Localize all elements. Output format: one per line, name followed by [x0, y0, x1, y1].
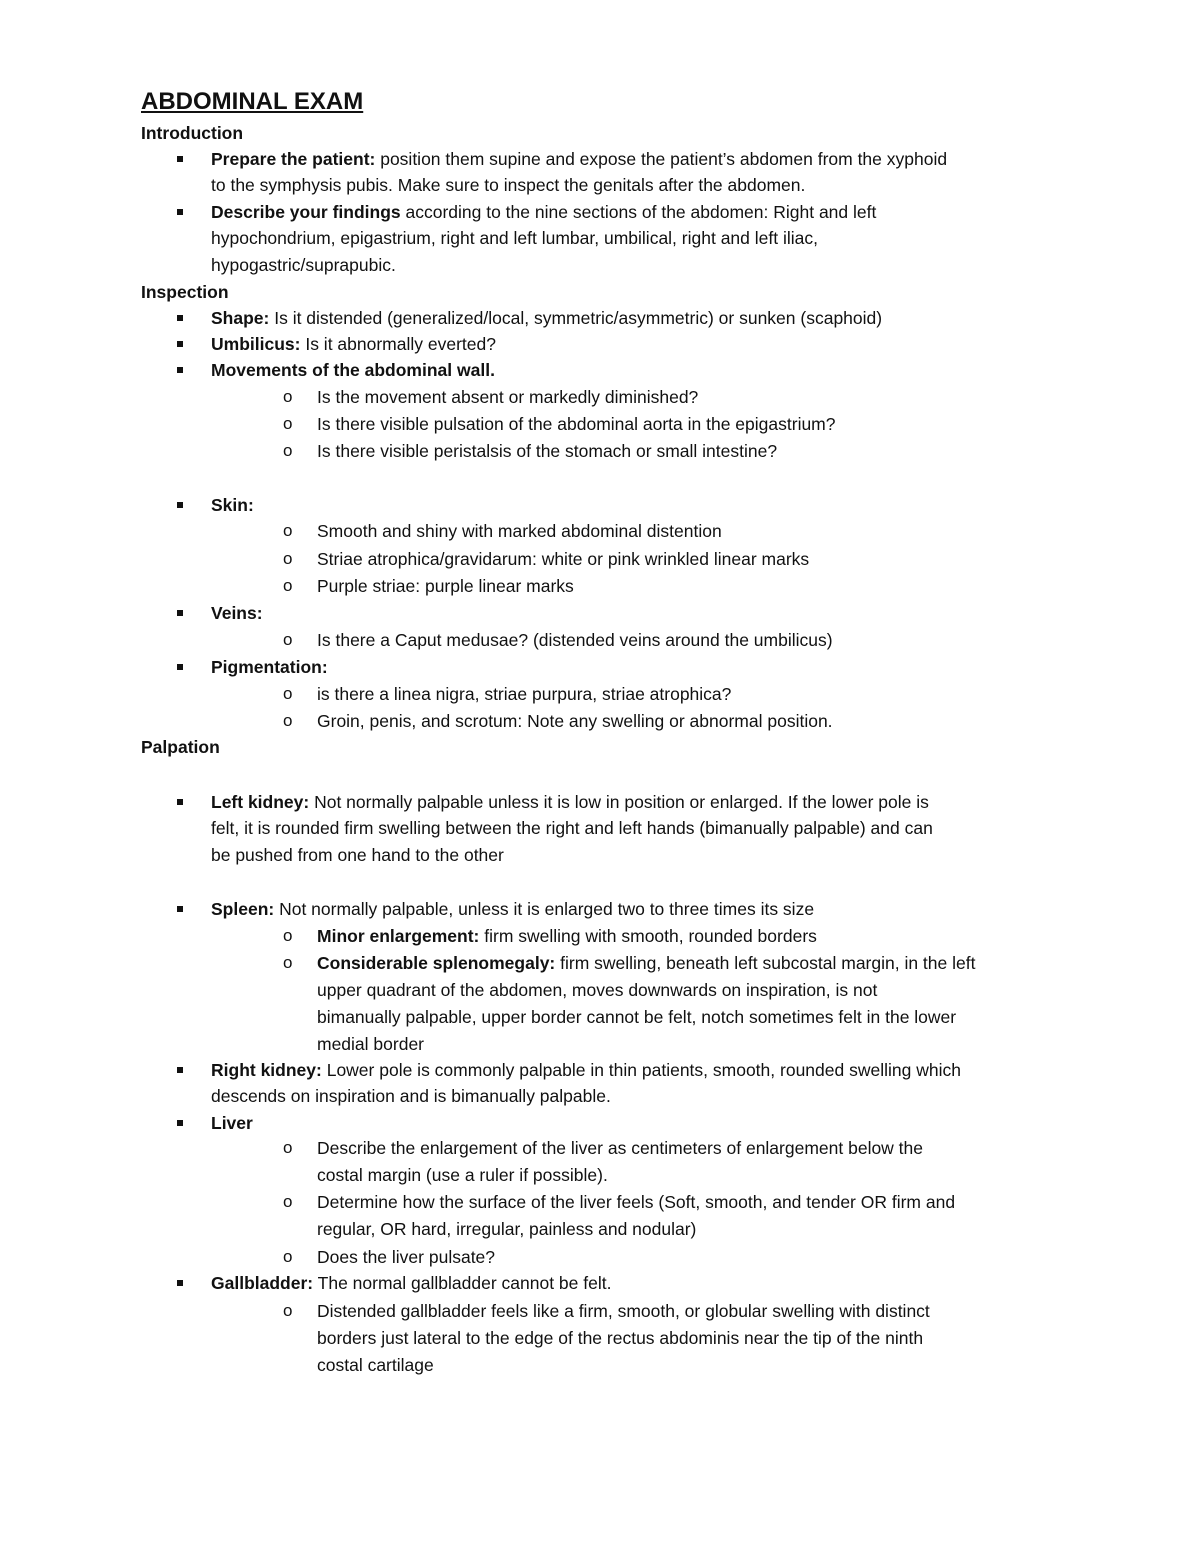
sub-item-text: Smooth and shiny with marked abdominal distention — [317, 521, 722, 541]
sub-item-line — [317, 1162, 608, 1189]
item-text: Not normally palpable unless it is low in position or enlarged. If the lower pole is — [309, 792, 929, 812]
item-label: Movements of the abdominal wall. — [211, 360, 495, 380]
sub-item-text: firm swelling with smooth, rounded borders — [479, 926, 817, 946]
circle-bullet-icon: o — [283, 1247, 293, 1266]
item-label: Describe your findings — [211, 202, 401, 222]
list-item-line — [211, 1110, 253, 1137]
item-label: Skin: — [211, 495, 254, 515]
square-bullet-icon — [177, 906, 183, 912]
circle-bullet-icon: o — [283, 630, 293, 649]
square-bullet-icon — [177, 1067, 183, 1073]
item-text: The normal gallbladder cannot be felt. — [313, 1273, 612, 1293]
item-label: Liver — [211, 1113, 253, 1133]
section-heading: Palpation — [141, 737, 220, 757]
square-bullet-icon — [177, 341, 183, 347]
item-text: Is it distended (generalized/local, symmetric/asymmetric) or sunken (scaphoid) — [269, 308, 883, 328]
item-text: descends on inspiration and is bimanually palpable. — [211, 1086, 611, 1106]
circle-bullet-icon: o — [283, 1301, 293, 1320]
square-bullet-icon — [177, 799, 183, 805]
square-bullet-icon — [177, 610, 183, 616]
sub-item-line — [317, 1216, 696, 1243]
list-item-line — [211, 357, 495, 384]
sub-item-text: regular, OR hard, irregular, painless and nodular) — [317, 1219, 697, 1239]
list-item-line — [211, 1270, 611, 1297]
circle-bullet-icon: o — [283, 414, 293, 433]
list-item-line — [211, 1083, 611, 1110]
item-label: Shape: — [211, 308, 270, 328]
sub-item-text: Is there a Caput medusae? (distended veins around the umbilicus) — [317, 630, 833, 650]
sub-item-text: medial border — [317, 1034, 424, 1054]
square-bullet-icon — [177, 664, 183, 670]
sub-item-line — [317, 1298, 930, 1325]
sub-item-label: Considerable splenomegaly: — [317, 953, 556, 973]
item-text: felt, it is rounded firm swelling between the right and left hands (bimanually palpable) and can — [211, 818, 933, 838]
sub-item-line — [317, 977, 877, 1004]
sub-item-line — [317, 950, 975, 977]
list-item-line — [211, 172, 805, 199]
sub-item-text: Striae atrophica/gravidarum: white or pink wrinkled linear marks — [317, 549, 810, 569]
circle-bullet-icon: o — [283, 521, 293, 540]
sub-item-line — [317, 1031, 424, 1058]
sub-item-text: bimanually palpable, upper border cannot be felt, notch sometimes felt in the lower — [317, 1007, 957, 1027]
sub-item-line — [317, 1004, 956, 1031]
sub-item-line — [317, 708, 833, 735]
list-item-line — [211, 146, 947, 173]
sub-item-text: Is there visible peristalsis of the stomach or small intestine? — [317, 441, 778, 461]
sub-item-label: Minor enlargement: — [317, 926, 480, 946]
sub-item-text: Groin, penis, and scrotum: Note any swelling or abnormal position. — [317, 711, 833, 731]
list-item-line — [211, 815, 933, 842]
item-label: Veins: — [211, 603, 263, 623]
square-bullet-icon — [177, 1280, 183, 1286]
square-bullet-icon — [177, 502, 183, 508]
circle-bullet-icon: o — [283, 1192, 293, 1211]
square-bullet-icon — [177, 156, 183, 162]
square-bullet-icon — [177, 1120, 183, 1126]
list-item-line — [211, 842, 504, 869]
list-item-line — [211, 789, 929, 816]
sub-item-line — [317, 1189, 955, 1216]
circle-bullet-icon: o — [283, 549, 293, 568]
section-heading: Inspection — [141, 282, 229, 302]
sub-item-text: Does the liver pulsate? — [317, 1247, 496, 1267]
item-label: Spleen: — [211, 899, 275, 919]
sub-item-text: costal cartilage — [317, 1355, 434, 1375]
sub-item-line — [317, 546, 809, 573]
sub-item-text: Distended gallbladder feels like a firm, smooth, or globular swelling with distinct — [317, 1301, 930, 1321]
square-bullet-icon — [177, 367, 183, 373]
circle-bullet-icon: o — [283, 1138, 293, 1157]
circle-bullet-icon: o — [283, 953, 293, 972]
sub-item-text: firm swelling, beneath left subcostal margin, in the left — [555, 953, 976, 973]
sub-item-line — [317, 1325, 923, 1352]
list-item-line — [211, 305, 882, 332]
item-text: be pushed from one hand to the other — [211, 845, 504, 865]
section-heading: Introduction — [141, 123, 244, 143]
square-bullet-icon — [177, 209, 183, 215]
sub-item-line — [317, 411, 836, 438]
circle-bullet-icon: o — [283, 387, 293, 406]
circle-bullet-icon: o — [283, 441, 293, 460]
list-item-line — [211, 1057, 961, 1084]
sub-item-text: borders just lateral to the edge of the rectus abdominis near the tip of the ninth — [317, 1328, 924, 1348]
list-item-line — [211, 225, 818, 252]
circle-bullet-icon: o — [283, 576, 293, 595]
sub-item-text: Describe the enlargement of the liver as centimeters of enlargement below the — [317, 1138, 924, 1158]
item-label: Left kidney: — [211, 792, 310, 812]
sub-item-line — [317, 1352, 434, 1379]
item-label: Gallbladder: — [211, 1273, 314, 1293]
circle-bullet-icon: o — [283, 926, 293, 945]
sub-item-line — [317, 1135, 923, 1162]
sub-item-line — [317, 923, 817, 950]
item-text: to the symphysis pubis. Make sure to inspect the genitals after the abdomen. — [211, 175, 806, 195]
square-bullet-icon — [177, 315, 183, 321]
sub-item-text: Determine how the surface of the liver feels (Soft, smooth, and tender OR firm and — [317, 1192, 956, 1212]
list-item-line — [211, 492, 254, 519]
circle-bullet-icon: o — [283, 711, 293, 730]
list-item-line — [211, 600, 263, 627]
sub-item-text: upper quadrant of the abdomen, moves downwards on inspiration, is not — [317, 980, 878, 1000]
item-label: Umbilicus: — [211, 334, 301, 354]
sub-item-line — [317, 627, 833, 654]
item-text: position them supine and expose the patient’s abdomen from the xyphoid — [375, 149, 948, 169]
sub-item-text: Is there visible pulsation of the abdominal aorta in the epigastrium? — [317, 414, 836, 434]
item-text: Not normally palpable, unless it is enlarged two to three times its size — [274, 899, 815, 919]
sub-item-line — [317, 681, 731, 708]
list-item-line — [211, 199, 876, 226]
sub-item-text: Purple striae: purple linear marks — [317, 576, 574, 596]
sub-item-line — [317, 384, 698, 411]
item-label: Prepare the patient: — [211, 149, 376, 169]
list-item-line — [211, 654, 328, 681]
sub-item-text: costal margin (use a ruler if possible). — [317, 1165, 608, 1185]
sub-item-line — [317, 518, 722, 545]
item-text: hypochondrium, epigastrium, right and left lumbar, umbilical, right and left iliac, — [211, 228, 818, 248]
document-title: ABDOMINAL EXAM — [141, 88, 364, 115]
list-item-line — [211, 331, 496, 358]
sub-item-text: Is the movement absent or markedly diminished? — [317, 387, 699, 407]
sub-item-line — [317, 438, 777, 465]
item-text: hypogastric/suprapubic. — [211, 255, 396, 275]
item-text: Is it abnormally everted? — [300, 334, 496, 354]
list-item-line — [211, 252, 396, 279]
sub-item-line — [317, 573, 574, 600]
item-label: Pigmentation: — [211, 657, 328, 677]
sub-item-line — [317, 1244, 495, 1271]
item-text: Lower pole is commonly palpable in thin patients, smooth, rounded swelling which — [321, 1060, 961, 1080]
sub-item-text: is there a linea nigra, striae purpura, striae atrophica? — [317, 684, 732, 704]
item-label: Right kidney: — [211, 1060, 322, 1080]
item-text: according to the nine sections of the abdomen: Right and left — [400, 202, 877, 222]
circle-bullet-icon: o — [283, 684, 293, 703]
list-item-line — [211, 896, 814, 923]
